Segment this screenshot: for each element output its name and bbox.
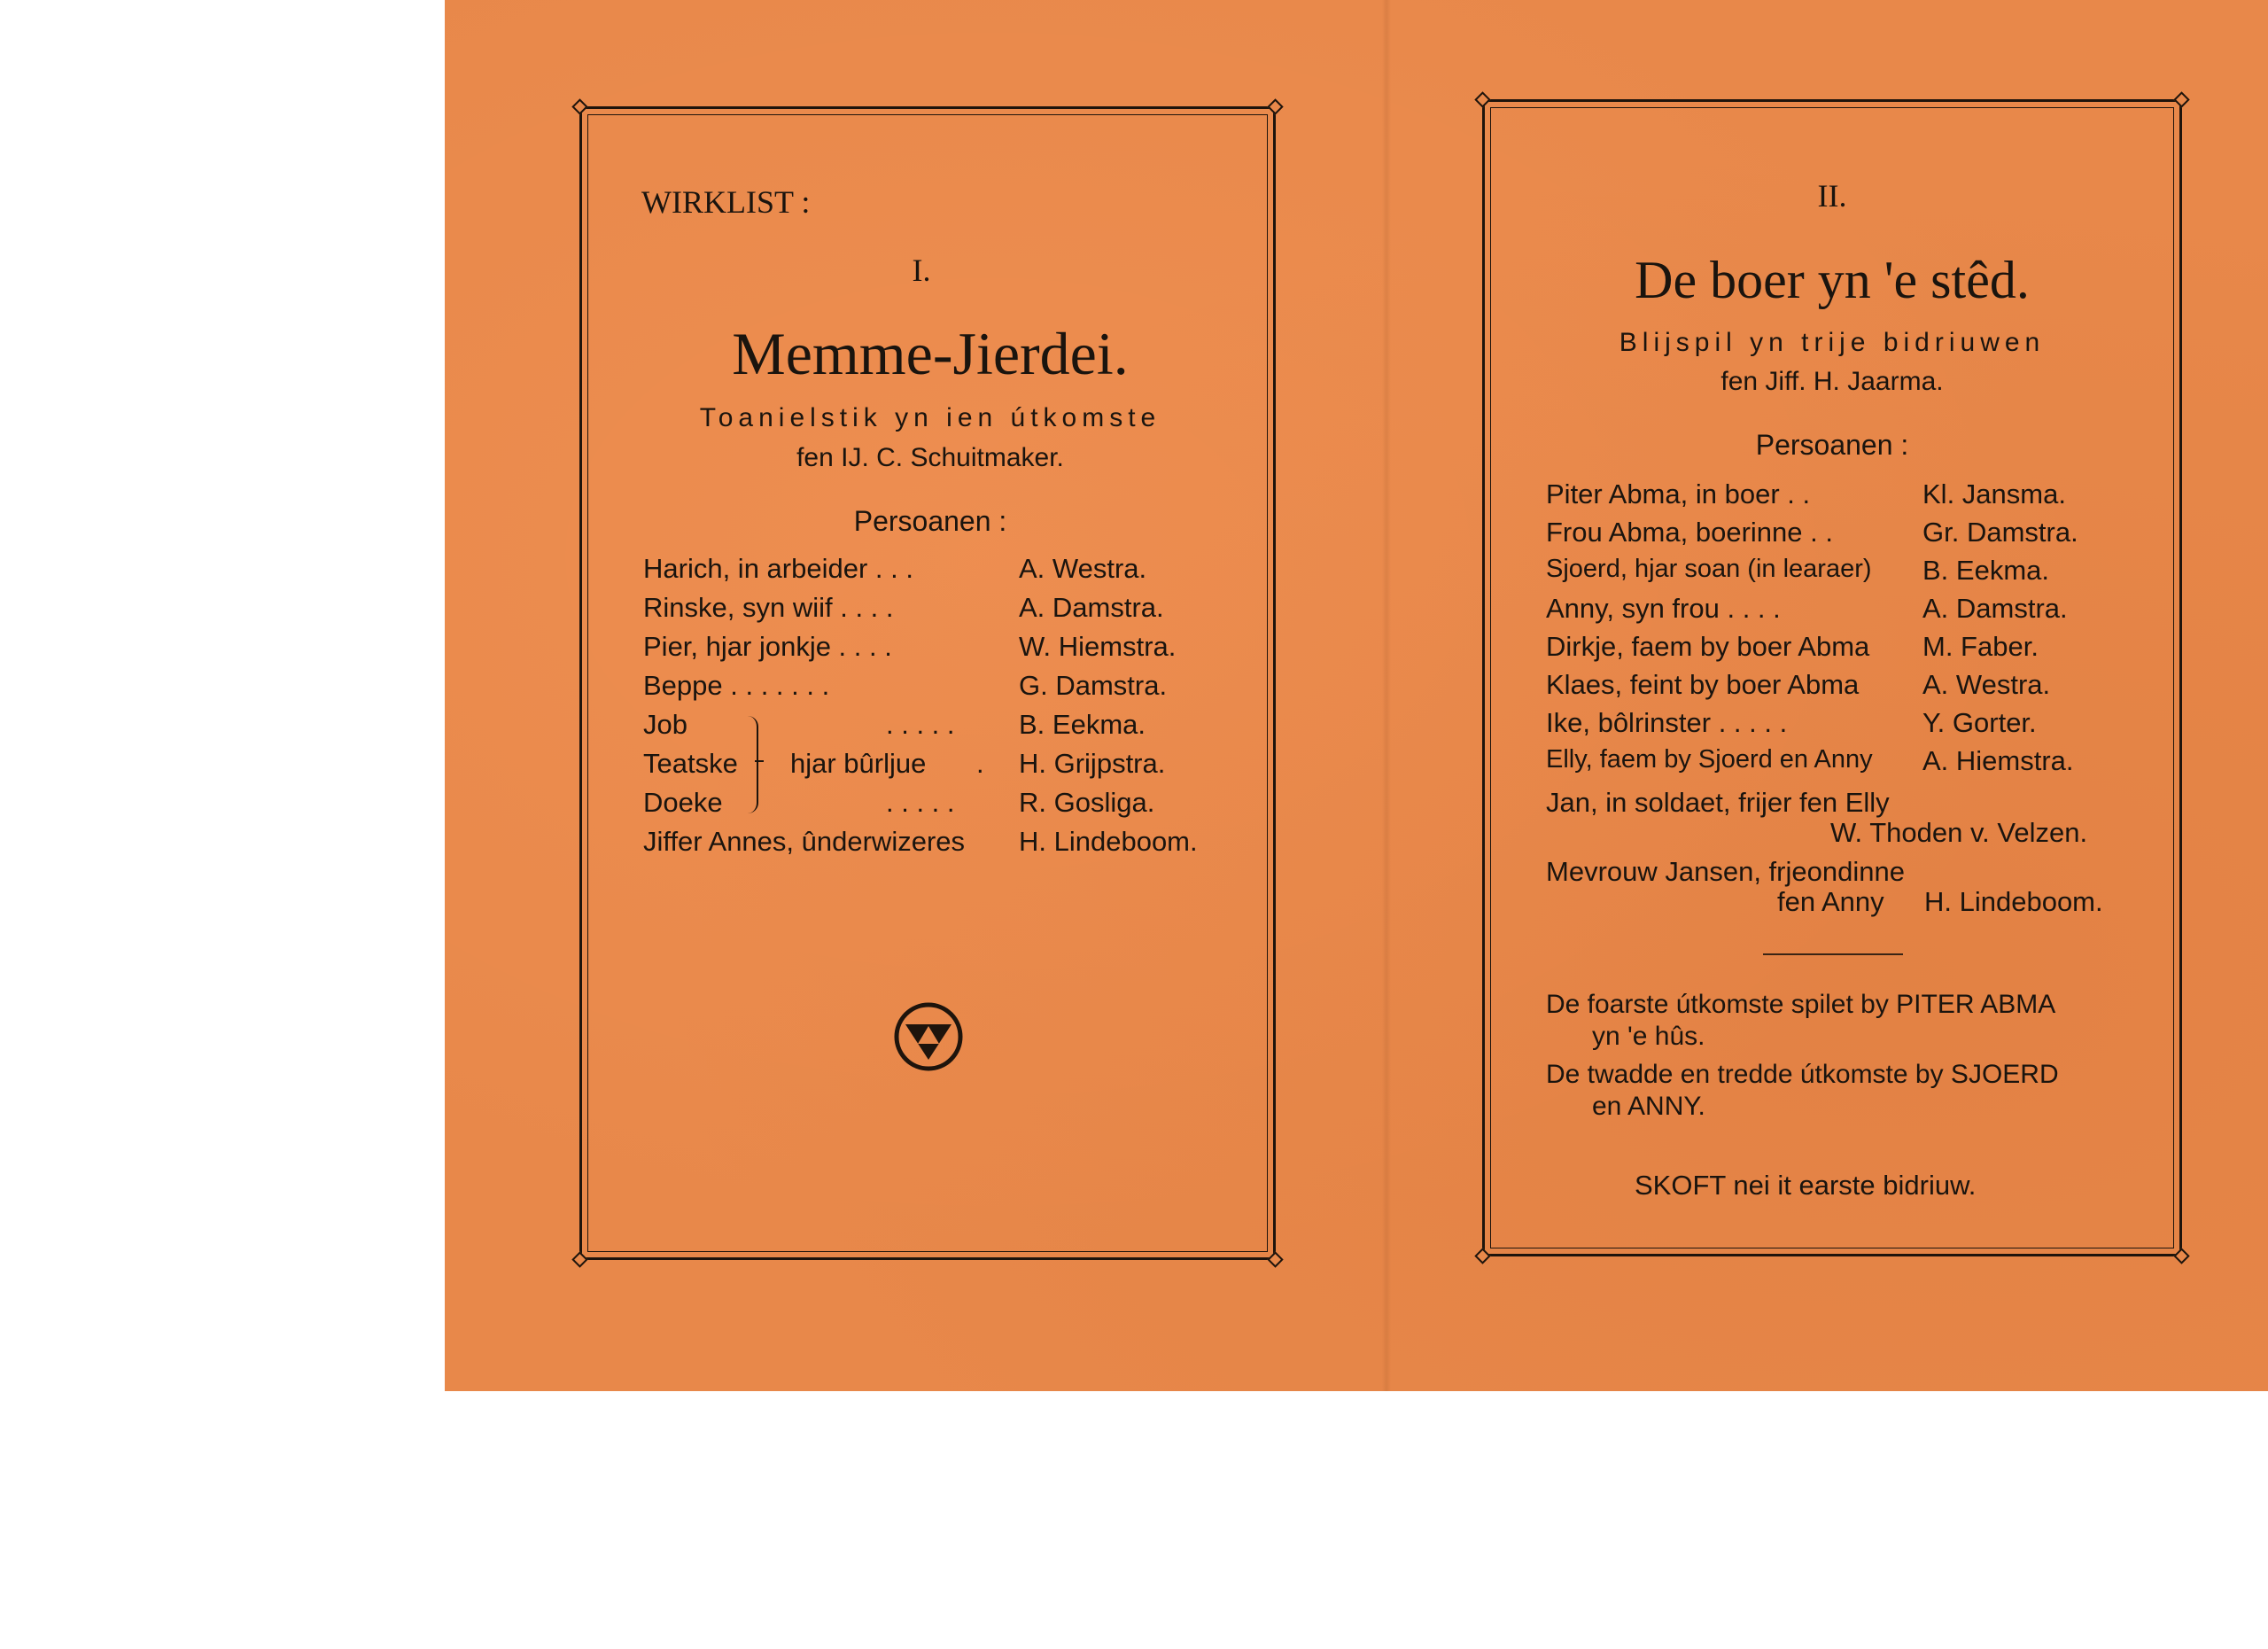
cast-actor: W. Thoden v. Velzen.	[1830, 817, 2088, 848]
cast-role: Sjoerd, hjar soan (in learaer)	[1546, 555, 1872, 583]
intermission-note: SKOFT nei it earste bidriuw.	[1635, 1170, 1977, 1201]
scene-note-continued: en ANNY.	[1592, 1092, 1705, 1121]
cast-role: Teatske	[643, 748, 738, 779]
cast-actor: Gr. Damstra.	[1922, 517, 2078, 548]
play-author: fen Jiff. H. Jaarma.	[1720, 367, 1944, 396]
cast-actor: A. Hiemstra.	[1922, 745, 2074, 776]
scene-note: De twadde en tredde útkomste by SJOERD	[1546, 1060, 2059, 1089]
cast-role: Dirkje, faem by boer Abma	[1546, 631, 1870, 662]
group-brace-tip	[755, 760, 764, 762]
persons-heading: Persoanen :	[1755, 429, 1909, 461]
play-title: De boer yn 'e stêd.	[1635, 251, 2030, 309]
cast-role: Elly, faem by Sjoerd en Anny	[1546, 745, 1873, 774]
play-author: fen IJ. C. Schuitmaker.	[796, 443, 1064, 472]
cast-role: Harich, in arbeider . . .	[643, 553, 913, 584]
cast-actor: R. Gosliga.	[1019, 787, 1155, 818]
cast-dots: . . . . .	[886, 709, 955, 740]
cast-role: Jiffer Annes, ûnderwizeres	[643, 826, 966, 857]
cast-role: Frou Abma, boerinne . .	[1546, 517, 1833, 548]
cast-role: Piter Abma, in boer . .	[1546, 478, 1811, 509]
cast-role: Rinske, syn wiif . . . .	[643, 592, 894, 623]
persons-heading: Persoanen :	[853, 505, 1007, 537]
play-title: Memme-Jierdei.	[732, 320, 1129, 387]
cast-actor: Kl. Jansma.	[1922, 478, 2066, 509]
cast-dots: . . . . .	[886, 787, 955, 818]
play-number: II.	[1817, 178, 1847, 214]
cast-role: Pier, hjar jonkje . . . .	[643, 631, 892, 662]
group-brace	[744, 716, 758, 813]
cast-actor: B. Eekma.	[1922, 555, 2049, 586]
cast-actor: A. Westra.	[1019, 553, 1147, 584]
scene-note: De foarste útkomste spilet by PITER ABMA	[1546, 990, 2056, 1019]
cast-role: Beppe . . . . . . .	[643, 670, 830, 701]
cast-role: Mevrouw Jansen, frjeondinne	[1546, 856, 1905, 887]
section-divider	[1763, 953, 1903, 955]
cast-actor: H. Lindeboom.	[1019, 826, 1198, 857]
cast-actor: H. Grijpstra.	[1019, 748, 1166, 779]
group-label: hjar bûrljue	[790, 748, 927, 779]
cast-actor: M. Faber.	[1922, 631, 2039, 662]
cast-dots: .	[976, 748, 984, 779]
cast-actor: A. Damstra.	[1019, 592, 1164, 623]
cast-actor: A. Damstra.	[1922, 593, 2068, 624]
cast-actor: H. Lindeboom.	[1924, 886, 2103, 917]
cast-role: Doeke	[643, 787, 723, 818]
play-subtitle: Blijspil yn trije bidriuwen	[1619, 328, 2046, 357]
play-number: I.	[912, 253, 931, 288]
center-fold	[1382, 0, 1391, 1391]
cast-role: Ike, bôlrinster . . . . .	[1546, 707, 1788, 738]
wirklist-heading: WIRKLIST :	[641, 184, 811, 220]
cast-role: Jan, in soldaet, frijer fen Elly	[1546, 787, 1890, 818]
cast-actor: W. Hiemstra.	[1019, 631, 1177, 662]
cast-role: Job	[643, 709, 687, 740]
play-subtitle: Toanielstik yn ien útkomste	[699, 403, 1161, 432]
cast-actor: G. Damstra.	[1019, 670, 1168, 701]
cast-role: Anny, syn frou . . . .	[1546, 593, 1781, 624]
triangle-emblem-icon	[893, 1001, 964, 1072]
cast-actor: Y. Gorter.	[1922, 707, 2037, 738]
cast-actor: A. Westra.	[1922, 669, 2051, 700]
cast-role-continued: fen Anny	[1777, 886, 1884, 917]
cast-actor: B. Eekma.	[1019, 709, 1146, 740]
scene-note-continued: yn 'e hûs.	[1592, 1022, 1705, 1051]
cast-role: Klaes, feint by boer Abma	[1546, 669, 1860, 700]
